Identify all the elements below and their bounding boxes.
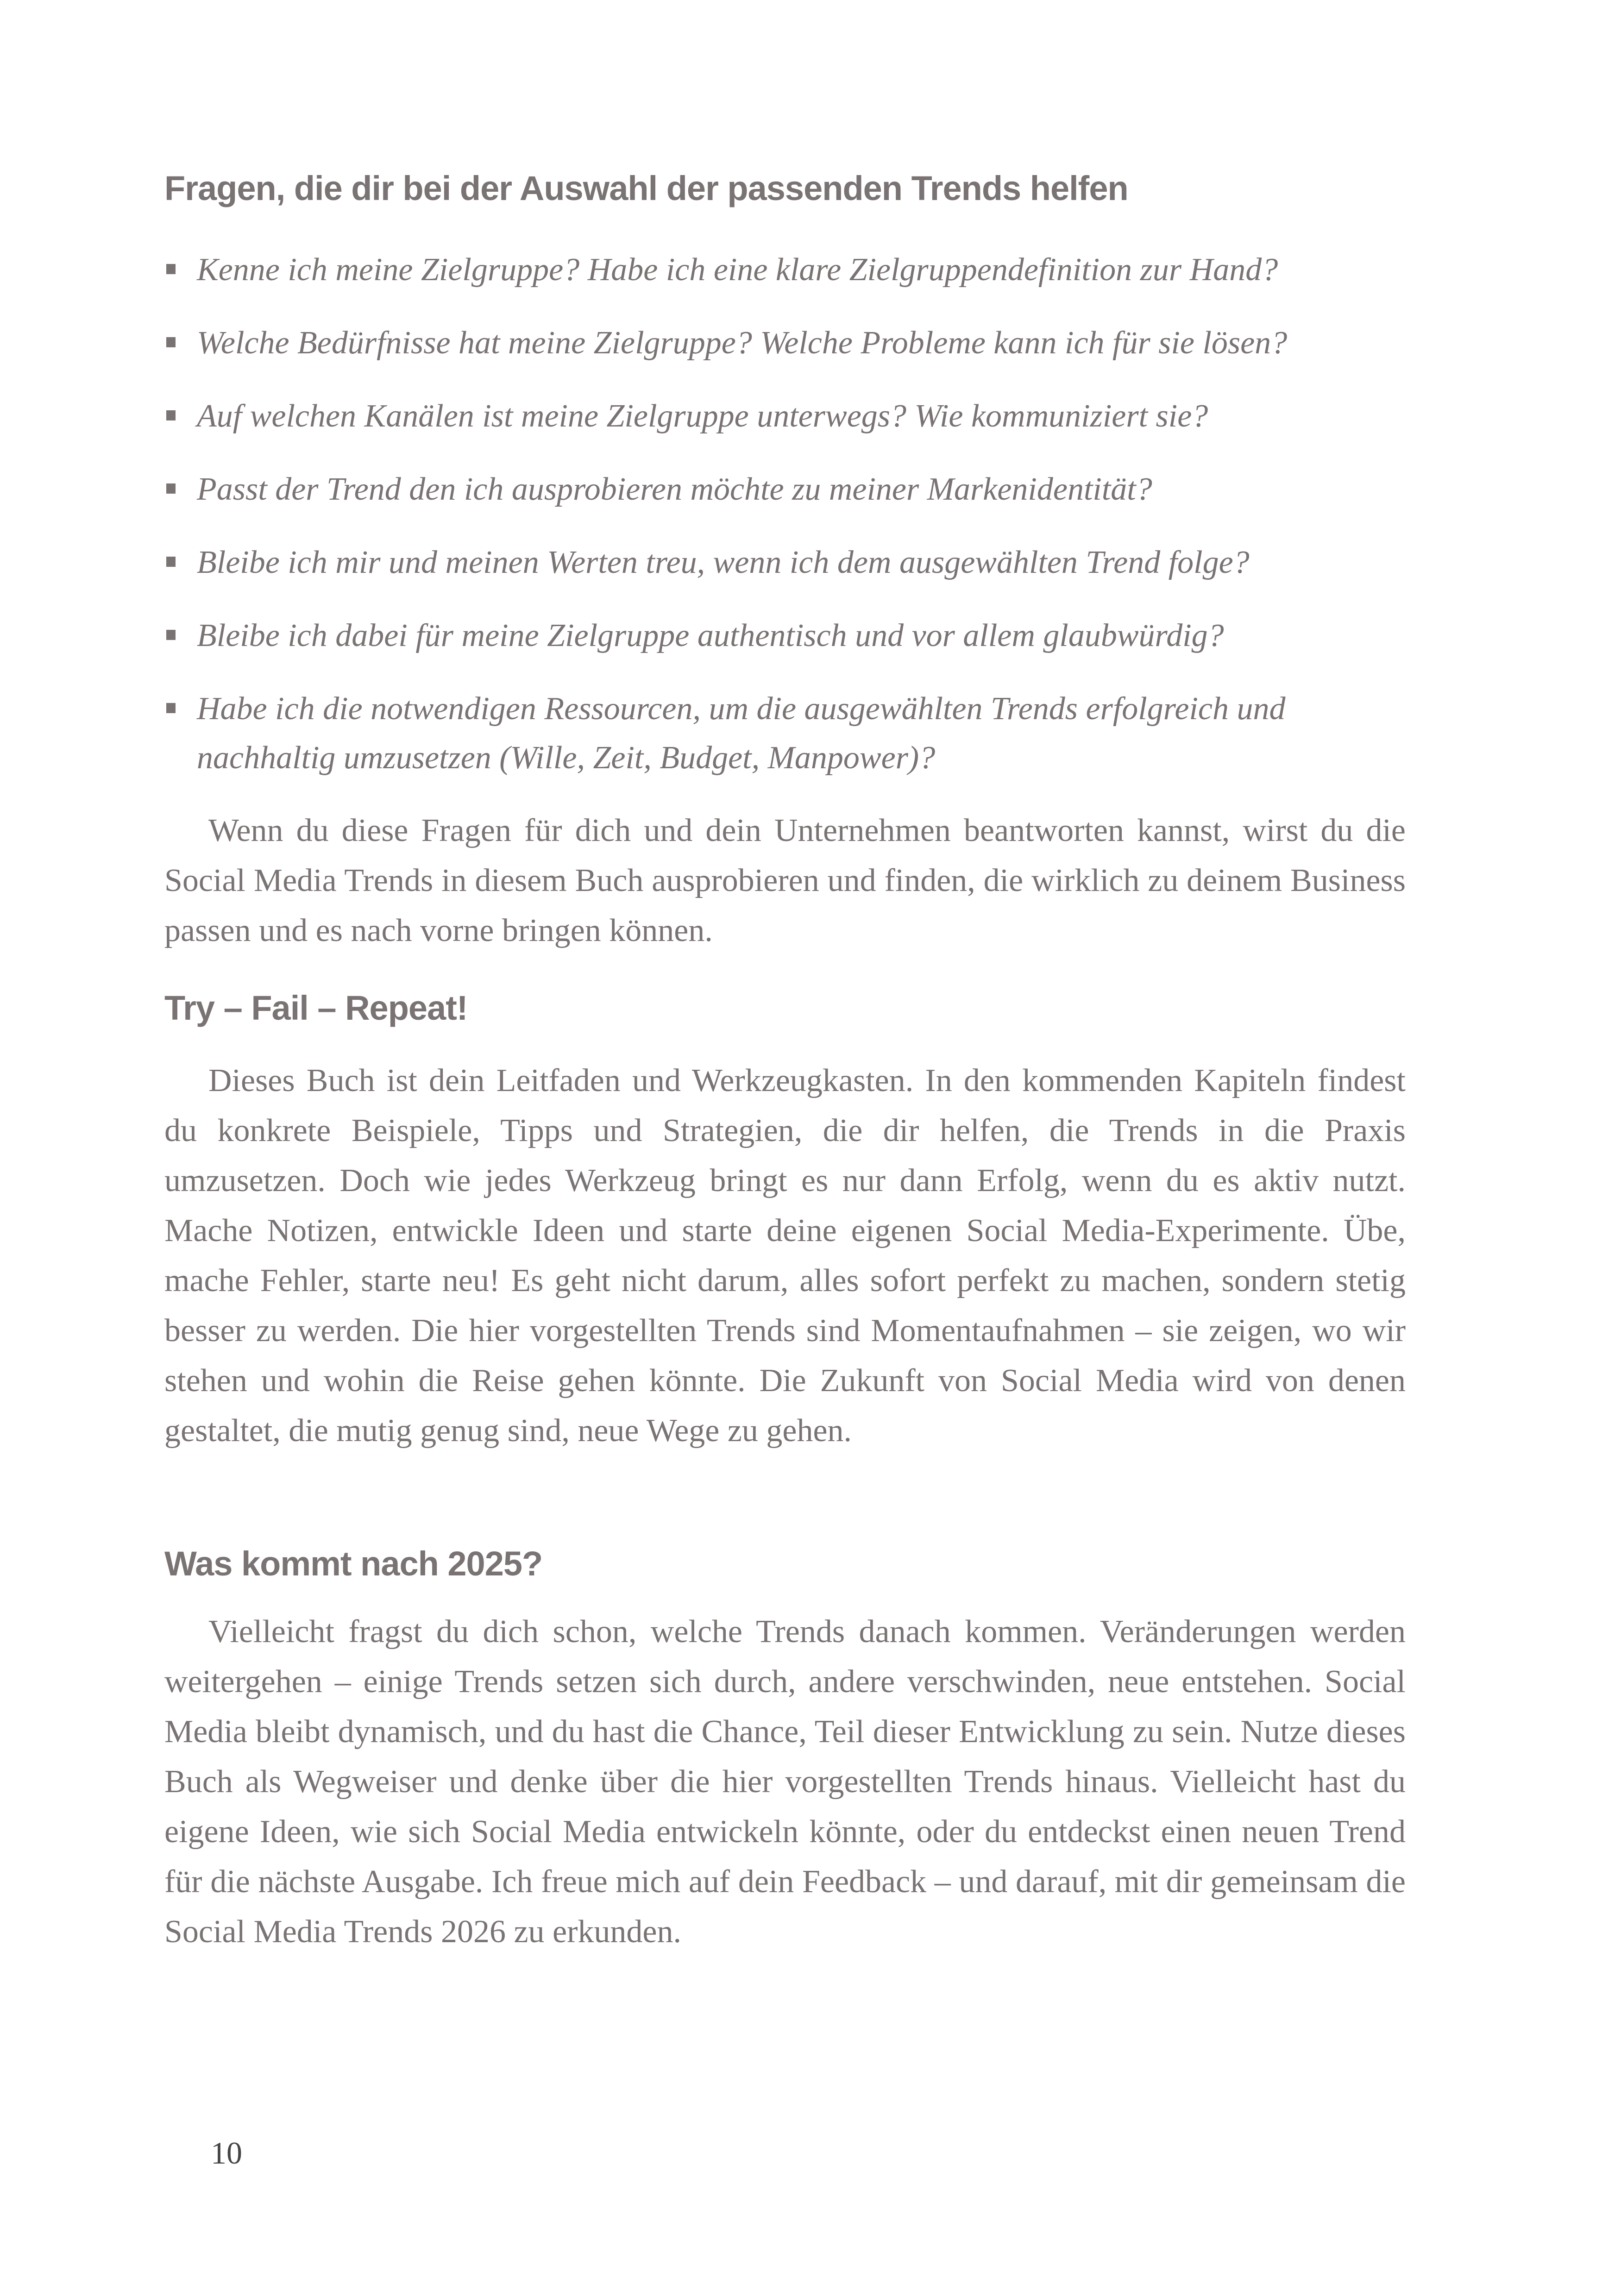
paragraph-try-fail-repeat: Dieses Buch ist dein Leitfaden und Werkzeugkasten. In den kommenden Kapiteln findest du konkrete Beispiele, Tipps und Strategien, die dir helfen, die Trends in die Praxis umzusetzen. Doch wie jedes Werkzeug bringt es nur dann Erfolg, wenn du es aktiv nutzt. Mache Notizen, entwickle Ideen und starte deine eigenen Social Media-Experimente. Übe, mache Fehler, starte neu! Es geht nicht darum, alles sofort perfekt zu machen, sondern stetig besser zu werden. Die hier vorgestellten Trends sind Momentaufnahmen – sie zeigen, wo wir stehen und wohin die Reise gehen könnte. Die Zukunft von Social Media wird von denen gestaltet, die mutig genug sind, neue Wege zu gehen.: [164, 1063, 1406, 1449]
list-item: [164, 465, 1406, 514]
square-bullet-icon: [166, 630, 176, 640]
list-item-text: Welche Bedürfnisse hat meine Zielgruppe? Welche Probleme kann ich für sie lösen?: [197, 325, 1288, 361]
list-item-text: Auf welchen Kanälen ist meine Zielgruppe unterwegs? Wie kommuniziert sie?: [197, 398, 1208, 434]
questions-list: [164, 245, 1406, 807]
page-number: 10: [211, 2135, 242, 2171]
square-bullet-icon: [166, 557, 176, 567]
list-item: [164, 611, 1406, 660]
list-item-text: Habe ich die notwendigen Ressourcen, um die ausgewählten Trends erfolgreich und nachhaltig umzusetzen (Wille, Zeit, Budget, Manpower)?: [197, 691, 1286, 776]
square-bullet-icon: [166, 337, 176, 347]
square-bullet-icon: [166, 703, 176, 713]
list-item: [164, 684, 1406, 783]
list-item: [164, 538, 1406, 587]
list-item-text: Kenne ich meine Zielgruppe? Habe ich eine klare Zielgruppendefinition zur Hand?: [197, 252, 1278, 288]
paragraph-after-2025: Vielleicht fragst du dich schon, welche Trends danach kommen. Veränderungen werden weitergehen – einige Trends setzen sich durch, andere verschwinden, neue entstehen. Social Media bleibt dynamisch, und du hast die Chance, Teil dieser Entwicklung zu sein. Nutze dieses Buch als Wegweiser und denke über die hier vorgestellten Trends hinaus. Vielleicht hast du eigene Ideen, wie sich Social Media entwickeln könnte, oder du entdeckst einen neuen Trend für die nächste Ausgabe. Ich freue mich auf dein Feedback – und darauf, mit dir gemeinsam die Social Media Trends 2026 zu erkunden.: [164, 1614, 1406, 1950]
list-item-text: Bleibe ich dabei für meine Zielgruppe authentisch und vor allem glaubwürdig?: [197, 618, 1224, 653]
list-item: [164, 245, 1406, 295]
list-item-text: Bleibe ich mir und meinen Werten treu, wenn ich dem ausgewählten Trend folge?: [197, 545, 1250, 580]
section-heading-questions: Fragen, die dir bei der Auswahl der passenden Trends helfen: [164, 169, 1128, 207]
list-item-text: Passt der Trend den ich ausprobieren möchte zu meiner Markenidentität?: [197, 471, 1152, 507]
square-bullet-icon: [166, 483, 176, 494]
section-heading-try-fail-repeat: Try – Fail – Repeat!: [164, 989, 468, 1027]
list-item: [164, 392, 1406, 441]
square-bullet-icon: [166, 410, 176, 420]
section-heading-after-2025: Was kommt nach 2025?: [164, 1544, 543, 1583]
list-item: [164, 319, 1406, 368]
square-bullet-icon: [166, 264, 176, 274]
paragraph-questions-summary: Wenn du diese Fragen für dich und dein Unternehmen beantworten kannst, wirst du die Social Media Trends in diesem Buch ausprobieren und finden, die wirklich zu deinem Business passen und es nach vorne bringen können.: [164, 813, 1406, 948]
